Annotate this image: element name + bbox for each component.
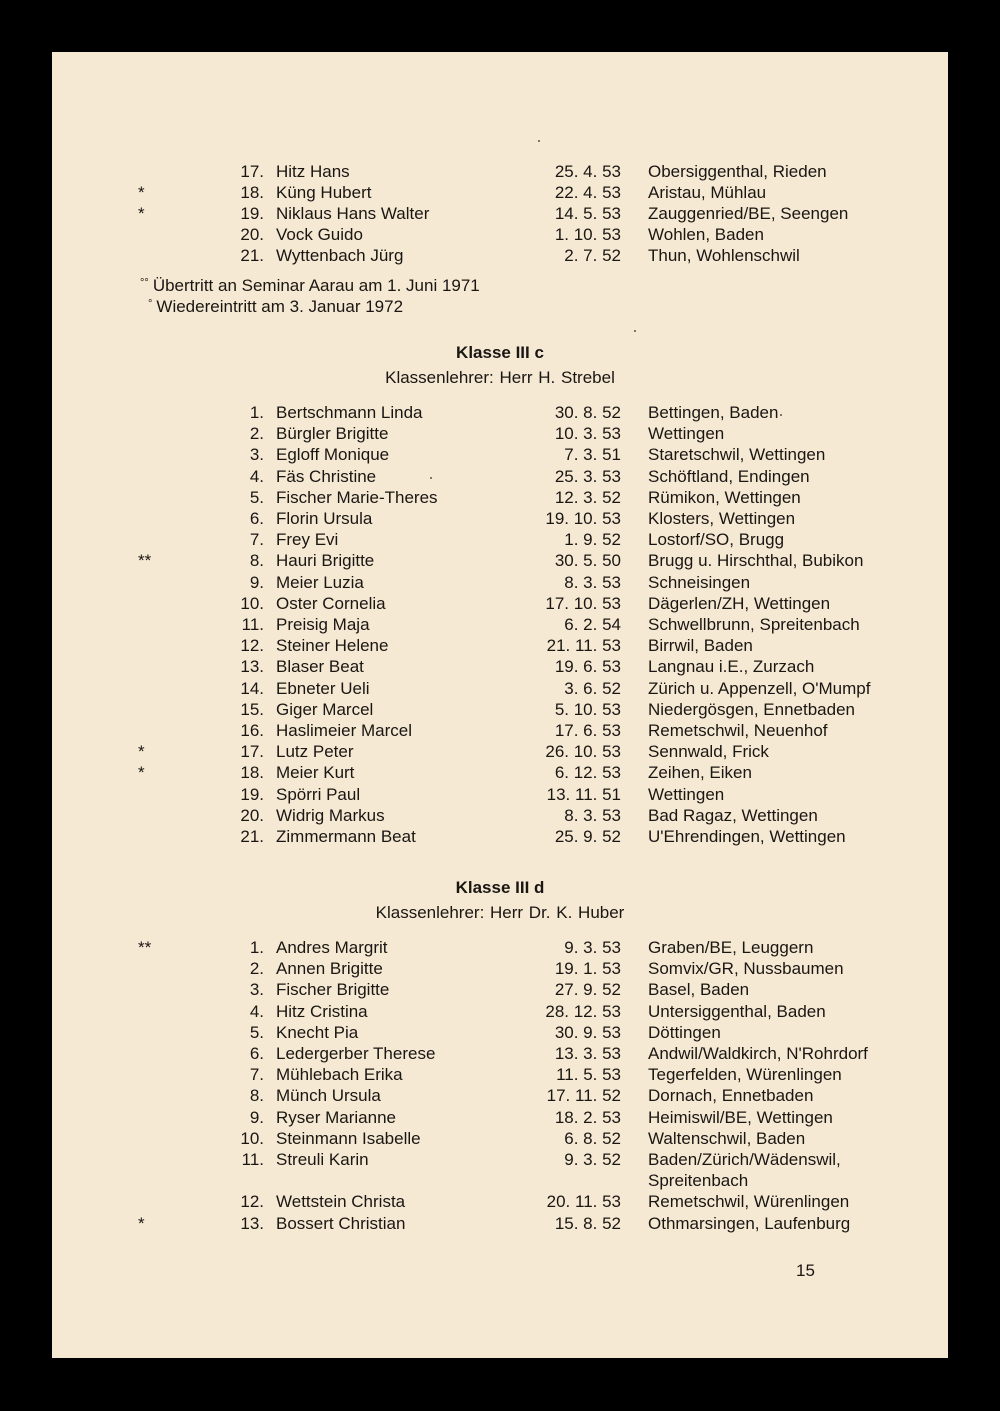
birth-date: 17. 6. 53 [554, 721, 621, 740]
footnote-reentry [148, 294, 403, 317]
print-speck [634, 330, 636, 332]
home-place: Bad Ragaz, Wettingen [648, 805, 818, 825]
home-place: Langnau i.E., Zurzach [648, 657, 815, 677]
birth-date: 18. 2. 53 [554, 1107, 621, 1127]
home-place: Birrwil, Baden [648, 636, 753, 656]
birth-date: 17. 10. 53 [545, 593, 621, 613]
row-number: 14. [240, 678, 264, 698]
student-name: Blaser Beat [276, 657, 364, 677]
row-number: 9. [249, 572, 264, 592]
row-number: 5. [249, 487, 264, 507]
birth-date: 12. 3. 52 [554, 487, 621, 507]
home-place: Untersiggenthal, Baden [648, 1001, 826, 1021]
birth-date: 21. 11. 53 [546, 636, 621, 656]
birth-date: 14. 5. 53 [554, 204, 621, 223]
class-c-teacher: Klassenlehrer: Herr H. Strebel [385, 368, 615, 387]
birth-date: 25. 4. 53 [554, 162, 621, 181]
row-number: 6. [249, 1044, 264, 1063]
row-number: 15. [240, 699, 264, 719]
home-place: Dägerlen/ZH, Wettingen [648, 593, 831, 613]
home-place: Staretschwil, Wettingen [648, 445, 826, 465]
student-name: Spörri Paul [276, 784, 361, 804]
home-place: Zauggenried/BE, Seengen [648, 204, 849, 223]
footnote-symbol: ° [148, 298, 153, 310]
birth-date: 19. 1. 53 [554, 959, 621, 979]
birth-date: 13. 11. 51 [546, 784, 621, 804]
student-name: Wyttenbach Jürg [276, 246, 404, 265]
footnote-text: Übertritt an Seminar Aarau am 1. Juni 1971 [152, 276, 480, 295]
home-place: Schöftland, Endingen [648, 466, 810, 486]
home-place: Aristau, Mühlau [648, 183, 767, 202]
student-name: Bürgler Brigitte [276, 424, 389, 444]
print-speck [538, 140, 540, 142]
home-place: Andwil/Waldkirch, N'Rohrdorf [648, 1044, 868, 1063]
row-mark: * [138, 183, 145, 202]
student-name: Hitz Hans [276, 162, 350, 181]
row-number: 8. [249, 551, 264, 571]
student-name: Ryser Marianne [276, 1107, 396, 1127]
home-place: Döttingen [648, 1022, 721, 1042]
row-number: 3. [249, 445, 264, 465]
class-c-title: Klasse III c [456, 343, 544, 362]
student-name: Annen Brigitte [276, 959, 383, 979]
home-place: Schwellbrunn, Spreitenbach [648, 615, 860, 634]
print-speck [430, 477, 432, 479]
row-number: 18. [240, 183, 264, 202]
row-number: 19. [240, 204, 264, 223]
birth-date: 10. 3. 53 [554, 424, 621, 444]
student-name: Fischer Brigitte [276, 980, 390, 1000]
birth-date: 27. 9. 52 [554, 980, 621, 1000]
birth-date: 6. 2. 54 [564, 615, 621, 634]
birth-date: 8. 3. 53 [564, 572, 621, 592]
row-number: 11. [241, 1150, 264, 1169]
home-place: Bettingen, Baden [648, 403, 779, 422]
home-place: Lostorf/SO, Brugg [648, 530, 785, 550]
birth-date: 9. 3. 53 [564, 938, 621, 957]
student-name: Zimmermann Beat [276, 827, 416, 846]
birth-date: 30. 9. 53 [554, 1022, 621, 1042]
birth-date: 19. 10. 53 [545, 509, 621, 528]
row-mark: * [138, 763, 145, 783]
home-place: Brugg u. Hirschthal, Bubikon [648, 551, 864, 571]
row-number: 17. [240, 162, 264, 181]
row-number: 7. [249, 530, 264, 550]
birth-date: 1. 10. 53 [554, 225, 621, 244]
home-place: U'Ehrendingen, Wettingen [648, 827, 846, 846]
home-place: Othmarsingen, Laufenburg [648, 1213, 851, 1233]
student-name: Bossert Christian [276, 1213, 406, 1233]
student-name: Bertschmann Linda [276, 403, 423, 422]
row-number: 21. [240, 246, 264, 265]
birth-date: 1. 9. 52 [564, 530, 621, 550]
row-number: 1. [249, 938, 264, 957]
home-place: Wohlen, Baden [648, 225, 764, 244]
student-name: Fäs Christine [276, 466, 377, 486]
home-place: Zeihen, Eiken [648, 763, 752, 783]
birth-date: 3. 6. 52 [564, 678, 621, 698]
row-mark: ** [138, 551, 152, 571]
birth-date: 22. 4. 53 [554, 183, 621, 202]
student-name: Lutz Peter [276, 742, 354, 762]
birth-date: 6. 12. 53 [554, 763, 621, 783]
birth-date: 11. 5. 53 [556, 1065, 621, 1085]
row-number: 17. [240, 742, 264, 762]
student-name: Meier Luzia [276, 572, 364, 592]
birth-date: 9. 3. 52 [564, 1150, 621, 1169]
student-name: Giger Marcel [276, 699, 374, 719]
student-name: Preisig Maja [276, 615, 370, 634]
row-number: 6. [249, 509, 264, 528]
footnote-transfer [140, 273, 480, 296]
birth-date: 30. 8. 52 [554, 403, 621, 422]
birth-date: 19. 6. 53 [554, 657, 621, 677]
row-number: 11. [241, 615, 264, 634]
row-number: 8. [249, 1086, 264, 1106]
row-number: 18. [240, 763, 264, 783]
row-mark: ** [138, 938, 152, 957]
student-name: Hitz Cristina [276, 1001, 368, 1021]
row-number: 4. [249, 466, 264, 486]
student-name: Steiner Helene [276, 636, 389, 656]
page-number: 15 [796, 1261, 815, 1280]
home-place: Waltenschwil, Baden [648, 1128, 806, 1148]
row-number: 13. [240, 657, 264, 677]
row-mark: * [138, 204, 145, 223]
student-name: Meier Kurt [276, 763, 355, 783]
home-place: Heimiswil/BE, Wettingen [648, 1107, 833, 1127]
document-page [52, 52, 948, 1358]
home-place: Klosters, Wettingen [648, 509, 796, 528]
class-d-title: Klasse III d [455, 878, 545, 897]
student-name: Knecht Pia [276, 1022, 359, 1042]
row-number: 21. [240, 827, 264, 846]
home-place: Baden/Zürich/Wädenswil, Spreitenbach [648, 1150, 841, 1190]
row-number: 5. [249, 1022, 264, 1042]
row-number: 12. [240, 1192, 264, 1212]
footnote-text: Wiedereintritt am 3. Januar 1972 [156, 297, 404, 316]
birth-date: 15. 8. 52 [554, 1213, 621, 1233]
row-number: 2. [249, 424, 264, 444]
row-number: 19. [240, 784, 264, 804]
birth-date: 28. 12. 53 [545, 1001, 621, 1021]
student-name: Küng Hubert [276, 183, 372, 202]
footnote-symbol: °° [140, 277, 149, 289]
row-number: 9. [249, 1107, 264, 1127]
row-number: 2. [249, 959, 264, 979]
row-number: 16. [240, 721, 264, 740]
row-number: 13. [240, 1213, 264, 1233]
home-place: Wettingen [648, 424, 725, 444]
student-name: Andres Margrit [276, 938, 388, 957]
birth-date: 8. 3. 53 [564, 805, 621, 825]
home-place: Thun, Wohlenschwil [648, 246, 800, 265]
student-name: Widrig Markus [276, 805, 385, 825]
home-place: Tegerfelden, Würenlingen [648, 1065, 842, 1085]
row-number: 10. [240, 593, 264, 613]
student-name: Florin Ursula [276, 509, 373, 528]
row-number: 20. [240, 805, 264, 825]
home-place: Niedergösgen, Ennetbaden [648, 699, 855, 719]
birth-date: 26. 10. 53 [545, 742, 621, 762]
birth-date: 20. 11. 53 [546, 1192, 621, 1212]
birth-date: 30. 5. 50 [554, 551, 621, 571]
home-place: Obersiggenthal, Rieden [648, 162, 827, 181]
student-name: Münch Ursula [276, 1086, 381, 1106]
row-number: 10. [240, 1128, 264, 1148]
student-name: Steinmann Isabelle [276, 1128, 421, 1148]
student-name: Fischer Marie-Theres [276, 487, 438, 507]
home-place: Sennwald, Frick [648, 742, 769, 762]
student-name: Oster Cornelia [276, 593, 386, 613]
home-place: Schneisingen [648, 572, 751, 592]
row-mark: * [138, 742, 145, 762]
student-name: Ebneter Ueli [276, 678, 370, 698]
home-place: Remetschwil, Neuenhof [648, 721, 828, 740]
birth-date: 6. 8. 52 [564, 1128, 621, 1148]
home-place: Zürich u. Appenzell, O'Mumpf [648, 678, 871, 698]
home-place: Somvix/GR, Nussbaumen [648, 959, 844, 979]
student-name: Haslimeier Marcel [276, 721, 413, 740]
row-number: 4. [249, 1001, 264, 1021]
row-mark: * [138, 1213, 145, 1233]
birth-date: 2. 7. 52 [564, 246, 621, 265]
class-d-teacher: Klassenlehrer: Herr Dr. K. Huber [375, 903, 625, 922]
student-name: Niklaus Hans Walter [276, 204, 430, 223]
student-name: Streuli Karin [276, 1150, 369, 1169]
birth-date: 13. 3. 53 [554, 1044, 621, 1063]
home-place: Remetschwil, Würenlingen [648, 1192, 850, 1212]
print-speck [780, 414, 782, 416]
home-place: Dornach, Ennetbaden [648, 1086, 814, 1106]
student-name: Egloff Monique [276, 445, 390, 465]
row-number: 7. [249, 1065, 264, 1085]
student-name: Vock Guido [276, 225, 363, 244]
birth-date: 25. 9. 52 [554, 827, 621, 846]
birth-date: 7. 3. 51 [564, 445, 621, 465]
home-place: Graben/BE, Leuggern [648, 938, 814, 957]
student-name: Ledergerber Therese [276, 1044, 436, 1063]
home-place: Basel, Baden [648, 980, 750, 1000]
birth-date: 17. 11. 52 [546, 1086, 621, 1106]
student-name: Mühlebach Erika [276, 1065, 403, 1085]
birth-date: 25. 3. 53 [554, 466, 621, 486]
home-place: Rümikon, Wettingen [648, 487, 801, 507]
row-number: 1. [249, 403, 264, 422]
home-place: Wettingen [648, 784, 725, 804]
student-name: Wettstein Christa [276, 1192, 406, 1212]
row-number: 12. [240, 636, 264, 656]
row-number: 20. [240, 225, 264, 244]
student-name: Hauri Brigitte [276, 551, 375, 571]
birth-date: 5. 10. 53 [554, 699, 621, 719]
student-name: Frey Evi [276, 530, 339, 550]
row-number: 3. [249, 980, 264, 1000]
